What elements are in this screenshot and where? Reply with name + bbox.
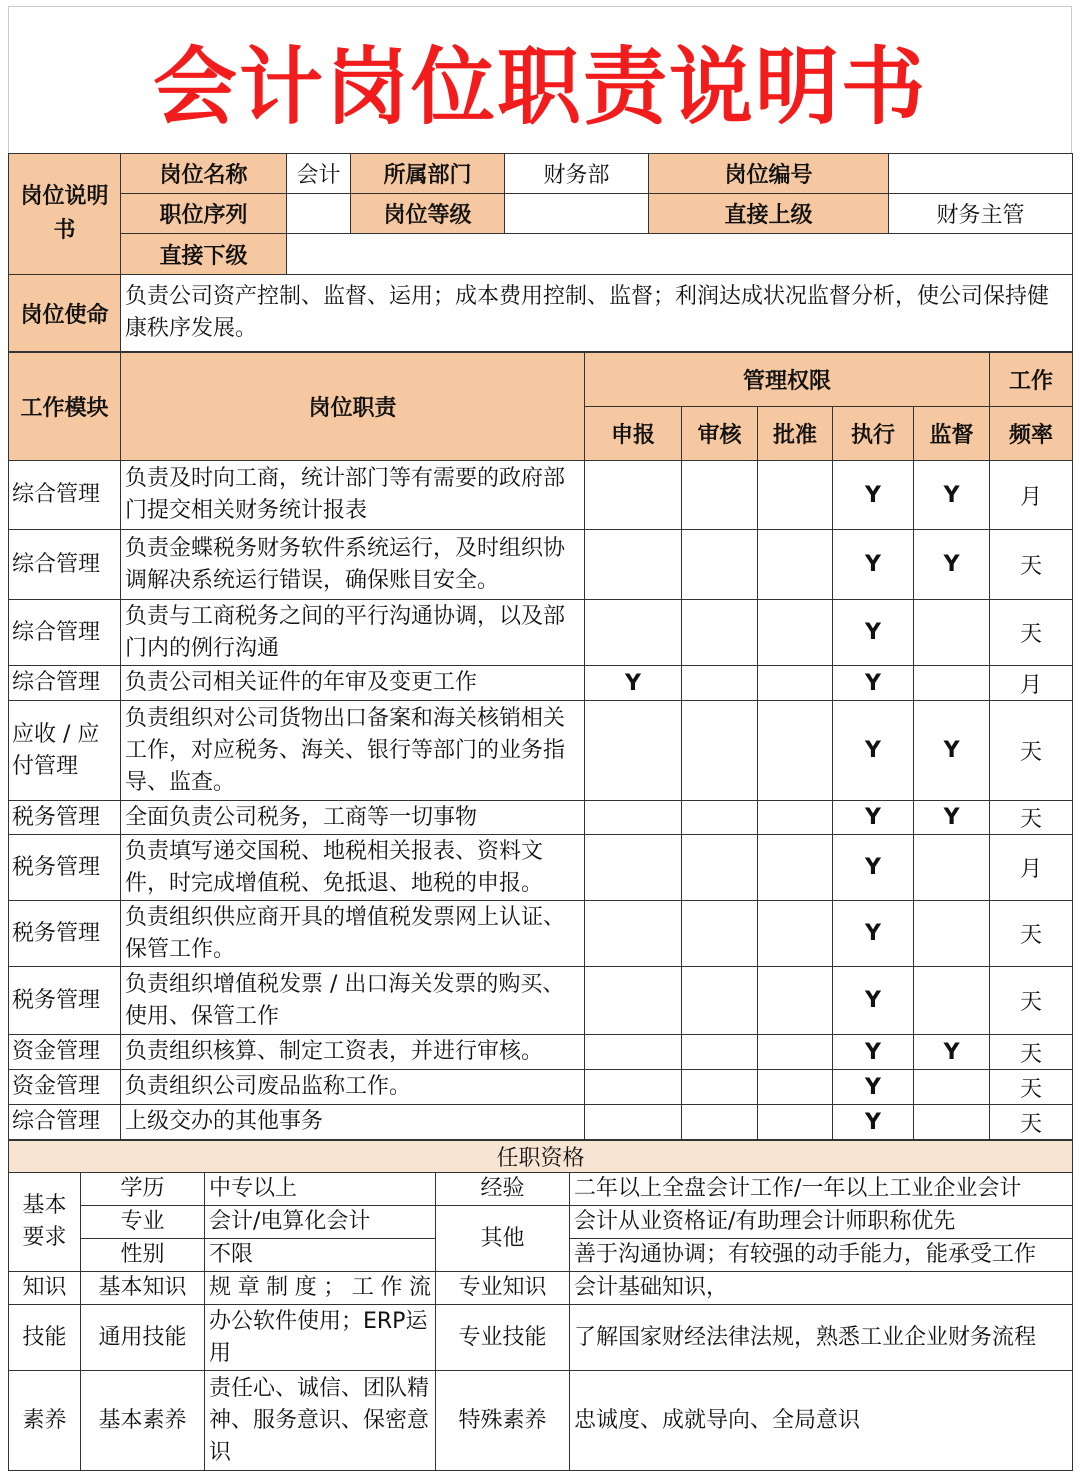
execute-cell: Y bbox=[833, 1035, 914, 1070]
title-banner bbox=[8, 6, 1072, 153]
quality-label: 素养 bbox=[9, 1371, 81, 1471]
report-cell bbox=[585, 901, 682, 967]
frequency-cell: 天 bbox=[990, 901, 1073, 967]
frequency-cell: 天 bbox=[990, 600, 1073, 666]
duty-row bbox=[9, 701, 1073, 801]
duty-row bbox=[9, 1035, 1073, 1070]
document-page bbox=[8, 6, 1072, 1471]
duty-row bbox=[9, 967, 1073, 1035]
review-cell bbox=[682, 1105, 758, 1140]
special-quality-label: 特殊素养 bbox=[436, 1371, 570, 1471]
supervise-cell bbox=[914, 835, 990, 901]
duty-module: 综合管理 bbox=[9, 600, 121, 666]
report-cell bbox=[585, 701, 682, 801]
supervise-cell bbox=[914, 967, 990, 1035]
report-cell bbox=[585, 1070, 682, 1105]
frequency-cell: 天 bbox=[990, 1070, 1073, 1105]
experience-label: 经验 bbox=[436, 1173, 570, 1206]
duty-module: 综合管理 bbox=[9, 461, 121, 530]
execute-cell: Y bbox=[833, 530, 914, 600]
frequency-cell: 天 bbox=[990, 530, 1073, 600]
approve-cell bbox=[758, 461, 833, 530]
duty-module: 综合管理 bbox=[9, 1105, 121, 1140]
duty-row bbox=[9, 461, 1073, 530]
qualification-table bbox=[8, 1140, 1073, 1471]
job-name-value: 会计 bbox=[287, 154, 351, 194]
review-header: 审核 bbox=[682, 407, 758, 461]
duty-text: 负责公司相关证件的年审及变更工作 bbox=[121, 666, 585, 701]
report-cell bbox=[585, 967, 682, 1035]
report-cell bbox=[585, 835, 682, 901]
duty-module: 综合管理 bbox=[9, 530, 121, 600]
subordinate-value bbox=[287, 234, 1073, 275]
qualification-title: 任职资格 bbox=[9, 1141, 1073, 1173]
review-cell bbox=[682, 1070, 758, 1105]
job-code-label: 岗位编号 bbox=[649, 154, 889, 194]
other-value-2: 善于沟通协调；有较强的动手能力，能承受工作 bbox=[570, 1239, 1073, 1272]
supervise-cell: Y bbox=[914, 530, 990, 600]
basic-knowledge-value: 规章制度；工作流 bbox=[205, 1272, 436, 1305]
gender-value: 不限 bbox=[205, 1239, 436, 1272]
department-value: 财务部 bbox=[505, 154, 649, 194]
execute-header: 执行 bbox=[833, 407, 914, 461]
duty-text: 负责组织核算、制定工资表，并进行审核。 bbox=[121, 1035, 585, 1070]
duty-row bbox=[9, 1070, 1073, 1105]
supervise-cell: Y bbox=[914, 701, 990, 801]
duty-module: 资金管理 bbox=[9, 1070, 121, 1105]
duty-row bbox=[9, 835, 1073, 901]
document-title: 会计岗位职责说明书 bbox=[152, 37, 927, 136]
supervise-cell bbox=[914, 666, 990, 701]
approve-cell bbox=[758, 1105, 833, 1140]
approve-cell bbox=[758, 801, 833, 835]
experience-value: 二年以上全盘会计工作/一年以上工业企业会计 bbox=[570, 1173, 1073, 1206]
basic-quality-value: 责任心、诚信、团队精神、服务意识、保密意识 bbox=[205, 1371, 436, 1471]
duty-text: 负责及时向工商，统计部门等有需要的政府部门提交相关财务统计报表 bbox=[121, 461, 585, 530]
approve-cell bbox=[758, 901, 833, 967]
execute-cell: Y bbox=[833, 901, 914, 967]
approve-cell bbox=[758, 1035, 833, 1070]
job-sequence-value bbox=[287, 194, 351, 234]
execute-cell: Y bbox=[833, 835, 914, 901]
approve-cell bbox=[758, 701, 833, 801]
supervise-cell bbox=[914, 600, 990, 666]
major-value: 会计/电算化会计 bbox=[205, 1206, 436, 1239]
approve-cell bbox=[758, 967, 833, 1035]
duty-text: 全面负责公司税务，工商等一切事物 bbox=[121, 801, 585, 835]
frequency-cell: 天 bbox=[990, 967, 1073, 1035]
duty-row bbox=[9, 901, 1073, 967]
module-header: 工作模块 bbox=[9, 353, 121, 461]
duty-rows bbox=[9, 461, 1073, 1140]
duty-row bbox=[9, 801, 1073, 835]
duty-header: 岗位职责 bbox=[121, 353, 585, 461]
frequency-cell: 月 bbox=[990, 666, 1073, 701]
job-description-label: 岗位说明书 bbox=[9, 154, 121, 275]
report-cell bbox=[585, 461, 682, 530]
duty-text: 负责组织供应商开具的增值税发票网上认证、保管工作。 bbox=[121, 901, 585, 967]
duties-table bbox=[8, 352, 1073, 1140]
frequency-cell: 天 bbox=[990, 1105, 1073, 1140]
review-cell bbox=[682, 461, 758, 530]
report-header: 申报 bbox=[585, 407, 682, 461]
job-code-value bbox=[889, 154, 1073, 194]
execute-cell: Y bbox=[833, 461, 914, 530]
execute-cell: Y bbox=[833, 801, 914, 835]
other-value-1: 会计从业资格证/有助理会计师职称优先 bbox=[570, 1206, 1073, 1239]
frequency-cell: 月 bbox=[990, 835, 1073, 901]
execute-cell: Y bbox=[833, 701, 914, 801]
special-quality-value: 忠诚度、成就导向、全局意识 bbox=[570, 1371, 1073, 1471]
job-name-label: 岗位名称 bbox=[121, 154, 287, 194]
duty-text: 负责金蝶税务财务软件系统运行，及时组织协调解决系统运行错误，确保账目安全。 bbox=[121, 530, 585, 600]
duty-row bbox=[9, 666, 1073, 701]
supervise-cell bbox=[914, 901, 990, 967]
review-cell bbox=[682, 701, 758, 801]
mission-label: 岗位使命 bbox=[9, 275, 121, 352]
review-cell bbox=[682, 600, 758, 666]
duty-text: 负责组织增值税发票 / 出口海关发票的购买、使用、保管工作 bbox=[121, 967, 585, 1035]
execute-cell: Y bbox=[833, 666, 914, 701]
gender-label: 性别 bbox=[81, 1239, 205, 1272]
review-cell bbox=[682, 530, 758, 600]
review-cell bbox=[682, 967, 758, 1035]
frequency-cell: 天 bbox=[990, 1035, 1073, 1070]
review-cell bbox=[682, 801, 758, 835]
duty-text: 负责组织公司废品监称工作。 bbox=[121, 1070, 585, 1105]
duty-module: 税务管理 bbox=[9, 901, 121, 967]
supervise-cell: Y bbox=[914, 1035, 990, 1070]
job-grade-value bbox=[505, 194, 649, 234]
duty-text: 上级交办的其他事务 bbox=[121, 1105, 585, 1140]
supervise-cell bbox=[914, 1070, 990, 1105]
duty-text: 负责填写递交国税、地税相关报表、资料文件，时完成增值税、免抵退、地税的申报。 bbox=[121, 835, 585, 901]
pro-knowledge-value: 会计基础知识， bbox=[570, 1272, 1073, 1305]
mission-text: 负责公司资产控制、监督、运用；成本费用控制、监督；利润达成状况监督分析，使公司保持健康秩序发展。 bbox=[121, 275, 1073, 352]
approve-cell bbox=[758, 666, 833, 701]
approve-cell bbox=[758, 530, 833, 600]
duty-module: 税务管理 bbox=[9, 835, 121, 901]
execute-cell: Y bbox=[833, 600, 914, 666]
review-cell bbox=[682, 901, 758, 967]
supervise-cell bbox=[914, 1105, 990, 1140]
approve-cell bbox=[758, 835, 833, 901]
execute-cell: Y bbox=[833, 1105, 914, 1140]
basic-knowledge-label: 基本知识 bbox=[81, 1272, 205, 1305]
supervise-header: 监督 bbox=[914, 407, 990, 461]
other-label: 其他 bbox=[436, 1206, 570, 1272]
authority-header: 管理权限 bbox=[585, 353, 990, 407]
report-cell bbox=[585, 1105, 682, 1140]
job-info-table bbox=[8, 153, 1073, 352]
pro-skill-value: 了解国家财经法律法规，熟悉工业企业财务流程 bbox=[570, 1305, 1073, 1371]
basic-quality-label: 基本素养 bbox=[81, 1371, 205, 1471]
duty-row bbox=[9, 1105, 1073, 1140]
frequency-cell: 天 bbox=[990, 801, 1073, 835]
duty-module: 综合管理 bbox=[9, 666, 121, 701]
duty-text: 负责组织对公司货物出口备案和海关核销相关工作，对应税务、海关、银行等部门的业务指导、监查。 bbox=[121, 701, 585, 801]
pro-skill-label: 专业技能 bbox=[436, 1305, 570, 1371]
general-skill-label: 通用技能 bbox=[81, 1305, 205, 1371]
education-label: 学历 bbox=[81, 1173, 205, 1206]
duty-module: 应收 / 应付管理 bbox=[9, 701, 121, 801]
duty-module: 税务管理 bbox=[9, 967, 121, 1035]
superior-label: 直接上级 bbox=[649, 194, 889, 234]
review-cell bbox=[682, 666, 758, 701]
execute-cell: Y bbox=[833, 967, 914, 1035]
knowledge-label: 知识 bbox=[9, 1272, 81, 1305]
frequency-cell: 天 bbox=[990, 701, 1073, 801]
review-cell bbox=[682, 1035, 758, 1070]
review-cell bbox=[682, 835, 758, 901]
report-cell bbox=[585, 801, 682, 835]
job-sequence-label: 职位序列 bbox=[121, 194, 287, 234]
duty-module: 税务管理 bbox=[9, 801, 121, 835]
pro-knowledge-label: 专业知识 bbox=[436, 1272, 570, 1305]
report-cell bbox=[585, 530, 682, 600]
report-cell: Y bbox=[585, 666, 682, 701]
department-label: 所属部门 bbox=[351, 154, 505, 194]
approve-cell bbox=[758, 600, 833, 666]
duty-row bbox=[9, 600, 1073, 666]
skill-label: 技能 bbox=[9, 1305, 81, 1371]
subordinate-label: 直接下级 bbox=[121, 234, 287, 275]
supervise-cell: Y bbox=[914, 801, 990, 835]
approve-cell bbox=[758, 1070, 833, 1105]
approve-header: 批准 bbox=[758, 407, 833, 461]
supervise-cell: Y bbox=[914, 461, 990, 530]
report-cell bbox=[585, 1035, 682, 1070]
duty-module: 资金管理 bbox=[9, 1035, 121, 1070]
frequency-cell: 月 bbox=[990, 461, 1073, 530]
major-label: 专业 bbox=[81, 1206, 205, 1239]
superior-value: 财务主管 bbox=[889, 194, 1073, 234]
general-skill-value: 办公软件使用；ERP运用 bbox=[205, 1305, 436, 1371]
execute-cell: Y bbox=[833, 1070, 914, 1105]
education-value: 中专以上 bbox=[205, 1173, 436, 1206]
report-cell bbox=[585, 600, 682, 666]
frequency-header-bottom: 频率 bbox=[990, 407, 1073, 461]
basic-requirements-label: 基本要求 bbox=[9, 1173, 81, 1272]
duty-row bbox=[9, 530, 1073, 600]
job-grade-label: 岗位等级 bbox=[351, 194, 505, 234]
frequency-header-top: 工作 bbox=[990, 353, 1073, 407]
duty-text: 负责与工商税务之间的平行沟通协调，以及部门内的例行沟通 bbox=[121, 600, 585, 666]
